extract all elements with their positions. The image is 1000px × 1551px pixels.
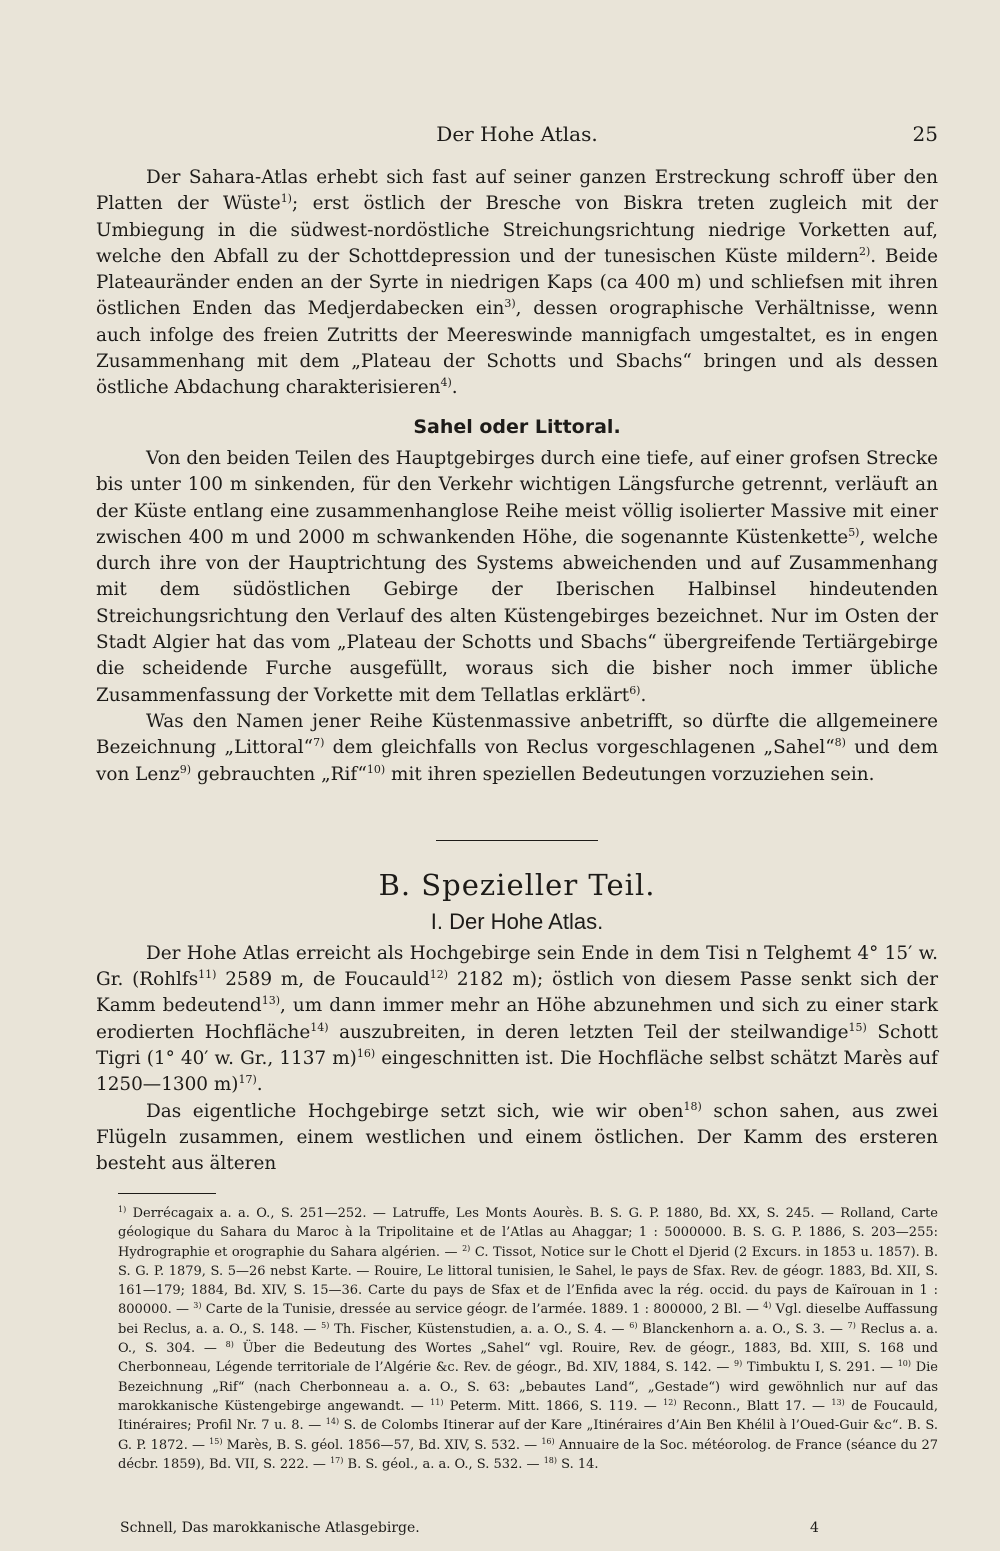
running-header — [96, 122, 938, 152]
footer-author: Schnell, Das marokkanische Atlasgebirge. — [120, 1520, 420, 1536]
footnote-ref[interactable]: 10) — [366, 762, 386, 776]
footnote-ref[interactable]: 12) — [429, 968, 449, 982]
footnote-ref[interactable]: 13) — [261, 994, 281, 1008]
footnote-number: 12) — [663, 1397, 677, 1407]
footnote-rule — [118, 1193, 216, 1194]
paragraph-kuestenkette: Von den beiden Teilen des Hauptgebirges durch eine tiefe, auf einer grofsen Strecke bis unter 100 m sinkenden, für den Verkehr wichtigen Längsfurche getrennt, verläuft an der Küste entlang eine zusammenhanglose Reihe meist völlig isolierter Massive mit einer zwischen 400 m und 2000 m schwankenden Höhe, die sogenannte Küstenkette$^{5)}$, welche durch ihre von der Hauptrichtung des Systems abweichenden und auf Zusammenhang mit dem südöstlichen Gebirge der Iberischen Halbinsel hindeutenden Streichungsrichtung den Verlauf des alten Küstengebirges bezeichnet. Nur im Osten der Stadt Algier hat das vom „Plateau der Schotts und Sbachs“ übergreifende Tertiärgebirge die scheidende Furche ausgefüllt, woraus sich die bisher noch immer übliche Zusammenfassung der Vorkette mit dem Tellatlas erklärt$^{6)}$. — [96, 447, 938, 706]
footnote-number: 14) — [325, 1417, 340, 1427]
footnote-number: 6) — [629, 1320, 638, 1330]
footnote-number: 4) — [763, 1301, 772, 1311]
footnote-ref[interactable]: 3) — [504, 297, 516, 311]
footnote-number: 9) — [734, 1359, 743, 1369]
footnote-ref[interactable]: 7) — [313, 736, 325, 750]
footnote-number: 10) — [897, 1359, 911, 1369]
footnote-ref[interactable]: 8) — [834, 736, 846, 750]
paragraph-hoher-atlas: Der Hohe Atlas erreicht als Hochgebirge sein Ende in dem Tisi n Telghemt 4° 15′ w. Gr. (Rohlfs$^{11)}$ 2589 m, de Foucauld$^{12)}$ 2182 m); östlich von diesem Passe senkt sich der Kamm bedeutend$^{13)}$, um dann immer mehr an Höhe abzunehmen und sich zu einer stark erodierten Hochfläche$^{14)}$ auszubreiten, in deren letzten Teil der steilwandige$^{15)}$ Schott Tigri (1° 40′ w. Gr., 1137 m)$^{16)}$ eingeschnitten ist. Die Hochfläche selbst schätzt Marès auf 1250—1300 m)$^{17)}$. — [96, 942, 938, 1096]
footnotes — [118, 1204, 938, 1474]
footnote-number: 5) — [321, 1320, 330, 1330]
footnote-ref[interactable]: 5) — [848, 525, 860, 539]
footnote-number: 18) — [543, 1455, 557, 1465]
paragraph-sahara-atlas: Der Sahara-Atlas erhebt sich fast auf seiner ganzen Erstreckung schroff über den Platten der Wüste$^{1)}$; erst östlich der Bresche von Biskra treten zugleich mit der Umbiegung in die südwest-nordöstliche Streichungsrichtung niedrige Vorketten auf, welche den Abfall zu der Schottdepression und der tunesischen Küste mildern$^{2)}$. Beide Plateauränder enden an der Syrte in niedrigen Kaps (ca 400 m) und schliefsen mit ihren östlichen Enden das Medjerdabecken ein$^{3)}$, dessen orographische Verhältnisse, wenn auch infolge des freien Zutritts der Meereswinde mannigfach umgestaltet, es in engen Zusammenhang mit dem „Plateau der Schotts und Sbachs“ bringen und als dessen östliche Abdachung charakterisieren$^{4)}$. — [96, 167, 938, 399]
footnote-ref[interactable]: 16) — [356, 1047, 376, 1061]
footnote-ref[interactable]: 2) — [859, 244, 871, 258]
footnote-ref[interactable]: 14) — [310, 1020, 329, 1034]
footnote-ref[interactable]: 9) — [179, 762, 192, 776]
footnote-number: 2) — [462, 1243, 471, 1253]
signature-mark: 4 — [810, 1520, 819, 1536]
part-title: B. Spezieller Teil. — [378, 867, 656, 902]
subheading-sahel: Sahel oder Littoral. — [413, 415, 621, 438]
footnote-block: $^{1)}$ Derrécagaix a. a. O., S. 251—252. — Latruffe, Les Monts Aourès. B. S. G. P. 1880, Bd. XX, S. 245. — Rolland, Carte géologique du Sahara du Maroc à la Tripolitaine et de l’Atlas au Ahaggar; 1 : 5000000. B. S. G. P. 1886, S. 203—255: Hydrographie et orographie du Sahara algérien. — $^{2)}$ C. Tissot, Notice sur le Chott el Djerid (2 Excurs. in 1853 u. 1857). B. S. G. P. 1879, S. 5—26 nebst Karte. — Rouire, Le littoral tunisien, le Sahel, le pays de Sfax. Rev. de géogr. 1883, Bd. XII, S. 161—179; 1884, Bd. XIV, S. 15—36. Carte du pays de Sfax et de l’Enfida avec la rég. occid. du pays de Kaïrouan in 1 : 800000. — $^{3)}$ Carte de la Tunisie, dressée au service géogr. de l’armée. 1889. 1 : 800000, 2 Bl. — $^{4)}$ Vgl. dieselbe Auffassung bei Reclus, a. a. O., S. 148. — $^{5)}$ Th. Fischer, Küstenstudien, a. a. O., S. 4. — $^{6)}$ Blanckenhorn a. a. O., S. 3. — $^{7)}$ Reclus a. a. O., S. 304. — $^{8)}$ Über die Bedeutung des Wortes „Sahel“ vgl. Rouire, Rev. de géogr., 1883, Bd. XIII, S. 168 und Cherbonneau, Légende territoriale de l’Algérie &c. Rev. de géogr., Bd. XIV, 1884, S. 142. — $^{9)}$ Timbuktu I, S. 291. — $^{10)}$ Die Bezeichnung „Rif“ (nach Cherbonneau a. a. O., S. 63: „bebautes Land“, „Gestade“) wird gewöhnlich nur auf das marokkanische Küstengebirge angewandt. — $^{11)}$ Peterm. Mitt. 1866, S. 119. — $^{12)}$ Reconn., Blatt 17. — $^{13)}$ de Foucauld, Itinéraires; Profil Nr. 7 u. 8. — $^{14)}$ S. de Colombs Itinerar auf der Kare „Itinéraires d’Ain Ben Khélil à l’Oued-Guir &c“. B. S. G. P. 1872. — $^{15)}$ Marès, B. S. géol. 1856—57, Bd. XIV, S. 532. — $^{16)}$ Annuaire de la Soc. météorolog. de France (séance du 27 décbr. 1859), Bd. VII, S. 222. — $^{17)}$ B. S. géol., a. a. O., S. 532. — $^{18)}$ S. 14. — [118, 1205, 939, 1472]
footnote-ref[interactable]: 4) — [440, 376, 452, 390]
footnote-number: 11) — [430, 1397, 444, 1407]
paragraph-namen: Was den Namen jener Reihe Küstenmassive anbetrifft, so dürfte die allgemeinere Bezeichnung „Littoral“$^{7)}$ dem gleichfalls von Reclus vorgeschlagenen „Sahel“$^{8)}$ und dem von Lenz$^{9)}$ gebrauchten „Rif“$^{10)}$ mit ihren speziellen Bedeutungen vorzuziehen sein. — [96, 710, 939, 785]
footnote-number: 13) — [831, 1397, 845, 1407]
page-number: 25 — [912, 122, 938, 146]
running-title: Der Hohe Atlas. — [436, 122, 598, 146]
footnote-number: 16) — [541, 1436, 555, 1446]
paragraph-hochgebirge: Das eigentliche Hochgebirge setzt sich, wie wir oben$^{18)}$ schon sahen, aus zwei Flügeln zusammen, einem westlichen und einem östlichen. Der Kamm des ersteren besteht aus älteren — [96, 1099, 938, 1175]
section-title: I. Der Hohe Atlas. — [430, 908, 604, 934]
footnote-number: 7) — [847, 1320, 856, 1330]
footnote-number: 1) — [118, 1205, 127, 1214]
section-divider — [436, 840, 598, 841]
footnote-ref[interactable]: 17) — [238, 1073, 257, 1087]
footnote-ref[interactable]: 1) — [280, 192, 292, 206]
footnote-number: 8) — [225, 1340, 234, 1350]
footnote-ref[interactable]: 11) — [198, 968, 217, 982]
main-text — [96, 165, 938, 1178]
footnote-number: 3) — [193, 1301, 202, 1311]
footnote-number: 15) — [209, 1436, 223, 1446]
page-footer — [120, 1520, 820, 1540]
footnote-ref[interactable]: 6) — [629, 683, 641, 697]
footnote-number: 17) — [330, 1455, 344, 1465]
footnote-ref[interactable]: 18) — [683, 1099, 702, 1113]
footnote-ref[interactable]: 15) — [848, 1020, 867, 1034]
